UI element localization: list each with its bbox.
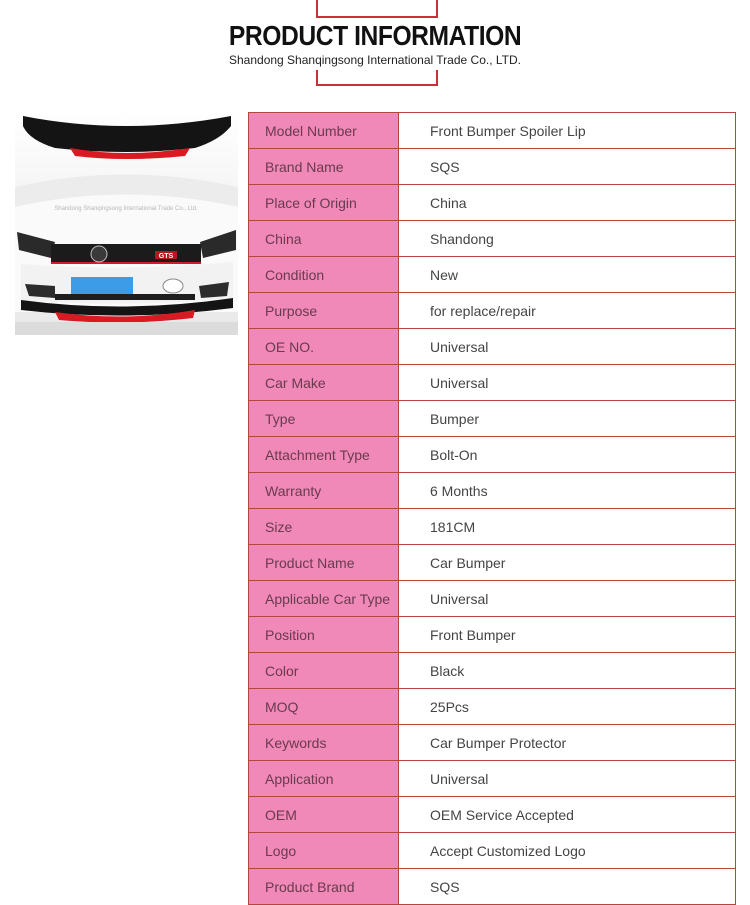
frame-line [316,16,438,18]
company-subtitle [0,53,750,67]
spec-value: Universal [399,581,736,617]
spec-value: Car Bumper [399,545,736,581]
spec-value: Shandong [399,221,736,257]
spec-key: Keywords [249,725,399,761]
spec-key: Position [249,617,399,653]
spec-row [249,257,736,293]
spec-value: Black [399,653,736,689]
spec-row [249,365,736,401]
spec-row [249,761,736,797]
spec-row [249,833,736,869]
spec-row [249,509,736,545]
spec-key: Condition [249,257,399,293]
spec-key: OE NO. [249,329,399,365]
image-watermark: Shandong Shanqingsong International Trade Co., Ltd. [54,206,198,212]
spec-key: Color [249,653,399,689]
spec-key: Type [249,401,399,437]
spec-key: Attachment Type [249,437,399,473]
spec-key: Logo [249,833,399,869]
spec-row [249,617,736,653]
spec-row [249,725,736,761]
spec-value: SQS [399,149,736,185]
grille-red-line [51,262,201,264]
license-plate [71,277,133,295]
spec-value: 181CM [399,509,736,545]
vw-emblem-icon [163,279,183,293]
spec-row [249,185,736,221]
ground-shadow [15,322,238,335]
product-illustration [15,112,238,335]
spec-value: Car Bumper Protector [399,725,736,761]
spec-row [249,545,736,581]
company-subtitle-text: Shandong Shanqingsong International Trade Co., LTD. [225,53,525,67]
spec-row [249,689,736,725]
lower-grille [55,294,195,300]
spec-key: Car Make [249,365,399,401]
spec-key: Purpose [249,293,399,329]
spec-value: Bolt-On [399,437,736,473]
spec-row [249,221,736,257]
spec-table [248,112,736,905]
spec-key: Applicable Car Type [249,581,399,617]
frame-line [316,84,438,86]
spec-value: Universal [399,761,736,797]
spec-value: SQS [399,869,736,905]
spoiler-lip-part [23,116,231,152]
spec-key: MOQ [249,689,399,725]
spec-value: 25Pcs [399,689,736,725]
spec-row [249,473,736,509]
spec-value: Bumper [399,401,736,437]
spec-value: New [399,257,736,293]
page-title-text: PRODUCT INFORMATION [224,20,527,52]
spec-key: Place of Origin [249,185,399,221]
spec-value: Accept Customized Logo [399,833,736,869]
spec-value: OEM Service Accepted [399,797,736,833]
spec-value: Front Bumper Spoiler Lip [399,113,736,149]
spec-row [249,329,736,365]
spec-value: China [399,185,736,221]
spec-row [249,869,736,905]
spec-row [249,581,736,617]
spec-key: OEM [249,797,399,833]
spec-value: Front Bumper [399,617,736,653]
left-fog-vent [25,284,55,298]
spec-key: Warranty [249,473,399,509]
brand-logo-icon [91,246,107,262]
spec-row [249,401,736,437]
spec-key: Product Name [249,545,399,581]
gts-badge-text: GTS [158,253,174,260]
spec-row [249,797,736,833]
spec-row [249,437,736,473]
spec-value: Universal [399,329,736,365]
spec-key: Model Number [249,113,399,149]
spec-row [249,113,736,149]
spec-row [249,653,736,689]
car-grille [51,244,201,264]
spec-key: China [249,221,399,257]
spec-key: Application [249,761,399,797]
spec-table-body [249,113,736,905]
page-title [0,20,750,52]
spec-row [249,149,736,185]
spec-value: for replace/repair [399,293,736,329]
spec-value: 6 Months [399,473,736,509]
spec-value: Universal [399,365,736,401]
spec-key: Size [249,509,399,545]
product-image [15,112,238,335]
spec-key: Product Brand [249,869,399,905]
spec-key: Brand Name [249,149,399,185]
spec-row [249,293,736,329]
